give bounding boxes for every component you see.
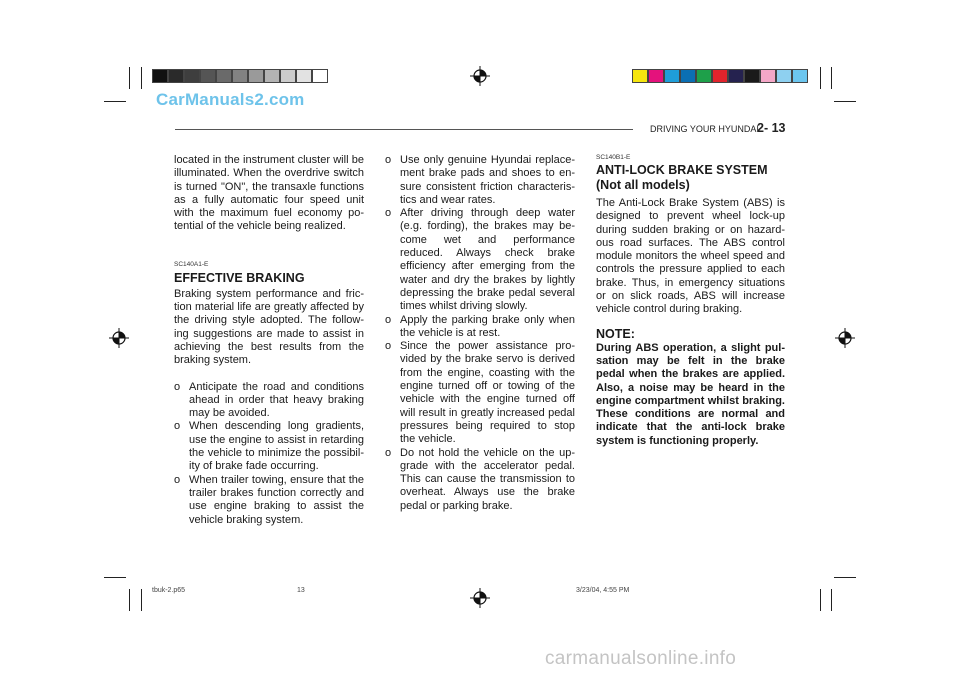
color-swatch xyxy=(184,69,200,83)
crop-mark xyxy=(129,589,130,611)
color-swatch xyxy=(664,69,680,83)
list-item-text: Do not hold the vehicle on the up-grade with the accelerator pedal. This can cause the transmission to overheat. Always use the brake pedal or parking brake. xyxy=(400,446,575,512)
list-item-text: Apply the parking brake only when the vehicle is at rest. xyxy=(400,313,575,339)
color-swatch xyxy=(280,69,296,83)
grayscale-calibration-bar xyxy=(152,69,328,83)
color-swatch xyxy=(312,69,328,83)
list-item-text: When trailer towing, ensure that the trailer brakes function correctly and use engine braking to assist the vehicle braking system. xyxy=(189,473,364,526)
list-item xyxy=(385,154,575,207)
list-item xyxy=(174,474,364,527)
color-swatch xyxy=(696,69,712,83)
bullet-marker: o xyxy=(385,340,392,353)
color-swatch xyxy=(168,69,184,83)
crop-mark xyxy=(831,589,832,611)
color-swatch xyxy=(232,69,248,83)
bullet-marker: o xyxy=(385,154,392,166)
color-swatch xyxy=(792,69,808,83)
list-item xyxy=(385,447,575,513)
registration-mark-icon xyxy=(470,66,490,86)
list-item xyxy=(385,207,575,313)
color-swatch xyxy=(744,69,760,83)
list-item-text: Since the power assistance pro-vided by the brake servo is derived from the engine, coasting with the engine turned off or towing of the vehicle with the engine turned off will result in greatly increased pedal pressures being required to stop the vehicle. xyxy=(400,340,575,446)
color-swatch xyxy=(712,69,728,83)
list-item xyxy=(174,420,364,473)
bullet-marker: o xyxy=(174,420,181,433)
list-item-text: Anticipate the road and conditions ahead in order that heavy braking may be avoided. xyxy=(189,380,364,420)
list-item-text: Use only genuine Hyundai replace-ment brake pads and shoes to en-sure consistent friction characteris-tics and wear rates. xyxy=(400,154,575,206)
list-item-text: When descending long gradients, use the engine to assist in retarding the vehicle to minimize the possibil-ity of brake fade occurring. xyxy=(189,420,364,473)
section-code: SC140B1-E xyxy=(596,154,631,161)
color-swatch xyxy=(296,69,312,83)
watermark-top[interactable]: CarManuals2.com xyxy=(156,90,305,109)
header-section-title: DRIVING YOUR HYUNDAI xyxy=(650,124,759,134)
bullet-list xyxy=(174,381,364,527)
list-item xyxy=(385,340,575,446)
bullet-marker: o xyxy=(174,380,181,393)
column-right xyxy=(596,154,785,448)
bullet-marker: o xyxy=(174,473,181,486)
crop-mark xyxy=(820,67,821,89)
column-middle xyxy=(385,154,575,513)
bullet-marker: o xyxy=(385,313,392,326)
registration-mark-icon xyxy=(470,588,490,608)
crop-mark xyxy=(104,101,126,102)
section-heading: ANTI-LOCK BRAKE SYSTEM xyxy=(596,163,768,177)
color-swatch xyxy=(216,69,232,83)
note-body: During ABS operation, a slight pul-sation may be felt in the brake pedal when the brakes are applied. Also, a noise may be heard in the engine compartment whilst braking. These conditions are normal and indicate that the anti-lock brake system is functioning properly. xyxy=(596,341,785,447)
footer-timestamp: 3/23/04, 4:55 PM xyxy=(576,587,630,594)
header-rule xyxy=(175,129,633,130)
color-swatch xyxy=(728,69,744,83)
list-item xyxy=(174,381,364,421)
crop-mark xyxy=(141,67,142,89)
crop-mark xyxy=(820,589,821,611)
footer-filename: tbuk-2.p65 xyxy=(152,587,186,594)
footer-page: 13 xyxy=(297,587,305,594)
color-swatch xyxy=(152,69,168,83)
color-swatch xyxy=(264,69,280,83)
crop-mark xyxy=(104,577,126,578)
bullet-marker: o xyxy=(385,207,392,220)
note-heading: NOTE: xyxy=(596,326,635,341)
color-swatch xyxy=(648,69,664,83)
section-heading: EFFECTIVE BRAKING xyxy=(174,270,305,285)
bullet-list xyxy=(385,154,575,513)
color-swatch xyxy=(680,69,696,83)
registration-mark-icon xyxy=(109,328,129,348)
bullet-marker: o xyxy=(385,446,392,459)
color-swatch xyxy=(632,69,648,83)
section-code: SC140A1-E xyxy=(174,260,209,268)
color-swatch xyxy=(776,69,792,83)
crop-mark xyxy=(141,589,142,611)
color-swatch xyxy=(248,69,264,83)
section-body: The Anti-Lock Brake System (ABS) is designed to prevent wheel lock-up during sudden braking or on hazard-ous road surfaces. The ABS control module monitors the wheel speed and controls the pressure applied to each brake. Thus, in emergency situations or on slick roads, ABS will increase vehicle control during braking. xyxy=(596,197,785,316)
registration-mark-icon xyxy=(835,328,855,348)
crop-mark xyxy=(831,67,832,89)
section-body: Braking system performance and fric-tion material life are greatly affected by the driving style adopted. The follow-ing suggestions are made to assist in achieving the best results from the braking system. xyxy=(174,287,364,367)
crop-mark xyxy=(129,67,130,89)
intro-paragraph: located in the instrument cluster will be illuminated. When the overdrive switch is turned "ON", the transaxle functions as a fully automatic four speed unit with the maximum fuel economy po-tential of the vehicle being realized. xyxy=(174,154,364,233)
color-calibration-bar xyxy=(632,69,808,83)
crop-mark xyxy=(834,577,856,578)
crop-mark xyxy=(834,101,856,102)
color-swatch xyxy=(760,69,776,83)
column-left xyxy=(174,154,364,527)
header-page-number: 2- 13 xyxy=(757,121,786,135)
list-item xyxy=(385,314,575,341)
watermark-bottom[interactable]: carmanualsonline.info xyxy=(545,648,737,669)
color-swatch xyxy=(200,69,216,83)
section-subheading: (Not all models) xyxy=(596,178,690,192)
list-item-text: After driving through deep water (e.g. fording), the brakes may be-come wet and performance reduced. Always check brake efficiency after emerging from the water and dry the brakes by lightly depressing the brake pedal several times whilst driving slowly. xyxy=(400,207,575,313)
